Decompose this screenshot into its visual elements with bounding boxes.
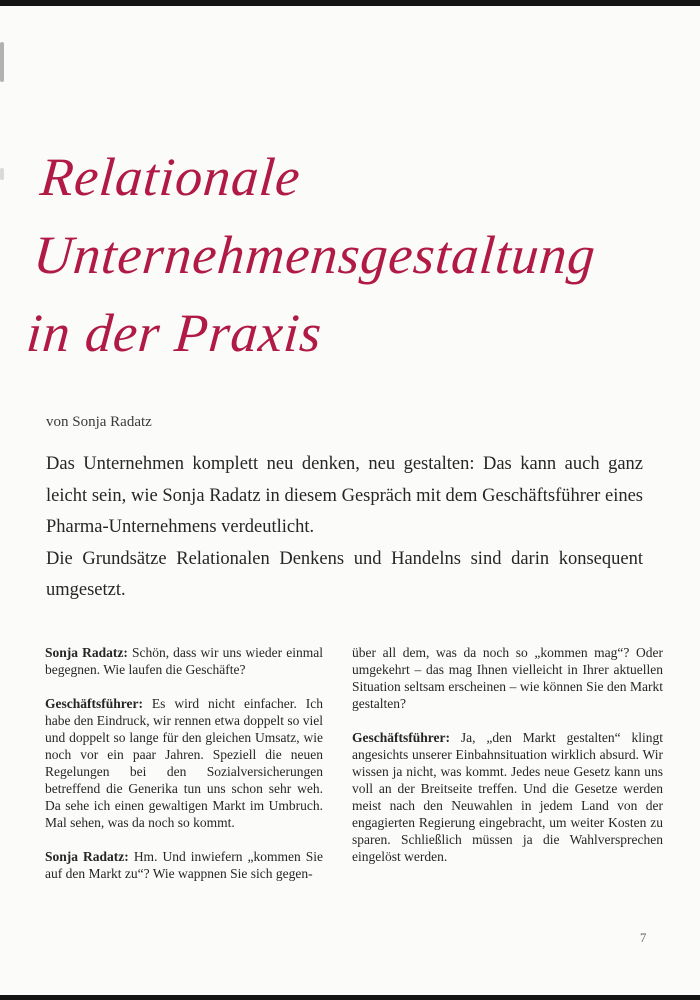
paragraph-text: Ja, „den Markt gestalten“ klingt angesichts unserer Einbahnsituation wirklich absurd. Wir wissen ja nicht, was kommt. Jedes neue Gesetz kann uns voll an der Breitseite treffen. Und die Gesetze werden meist nach den Neuwahlen in jedem Land von der engagierten Regierung eingebracht, um weiter Kosten zu sparen. Schließlich müssen ja die Wahlversprechen eingelöst werden. [352,730,663,864]
speaker-label: Sonja Radatz: [45,849,129,864]
scan-edge-bottom [0,995,700,1000]
interview-paragraph [352,644,663,712]
article-title-line-2: Unternehmensgestaltung [31,225,599,285]
intro-paragraph: Das Unternehmen komplett neu denken, neu gestalten: Das kann auch ganz leicht sein, wie Sonja Radatz in diesem Gespräch mit dem Geschäftsführer eines Pharma-Unternehmens verdeutlicht. [46,454,643,537]
intro-paragraph: Die Grundsätze Relationalen Denkens und Handelns sind darin konsequent umgesetzt. [46,548,643,600]
page-number: 7 [640,931,647,945]
speaker-label: Geschäftsführer: [45,696,143,711]
speaker-label: Sonja Radatz: [45,645,128,660]
paragraph-text: Es wird nicht einfacher. Ich habe den Eindruck, wir rennen etwa doppelt so viel und doppelt so lange für den gleichen Umsatz, wie noch vor ein paar Jahren. Speziell die neuen Regelungen bei den Sozialversicherungen betreffend die Generika tun uns schon sehr weh. Da sehe ich einen gewaltigen Markt im Umbruch. Mal sehen, was da noch so kommt. [45,696,323,830]
speaker-label: Geschäftsführer: [352,730,450,745]
interview-paragraph [45,644,323,678]
intro-block [46,449,643,607]
paragraph-text: Schön, dass wir uns wieder einmal begegnen. Wie laufen die Geschäfte? [45,645,323,677]
article-title [24,138,606,372]
scan-edge-top [0,0,700,6]
paragraph-text: über all dem, was da noch so „kommen mag“? Oder umgekehrt – das mag Ihnen vielleicht in Ihrer aktuellen Situation seltsam erscheinen – wie können Sie den Markt gestalten? [352,645,663,711]
paragraph-text: Hm. Und inwiefern „kommen Sie auf den Markt zu“? Wie wappnen Sie sich gegen- [45,849,323,881]
article-title-line-1: Relationale [37,147,304,207]
scan-artifact [0,42,4,82]
interview-paragraph [352,729,663,865]
article-title-line-3: in der Praxis [24,303,325,363]
interview-column-right [352,644,663,882]
interview-paragraph [45,848,323,882]
interview-column-left [45,644,323,899]
scan-artifact [0,168,4,180]
byline: von Sonja Radatz [46,414,152,430]
interview-paragraph [45,695,323,831]
